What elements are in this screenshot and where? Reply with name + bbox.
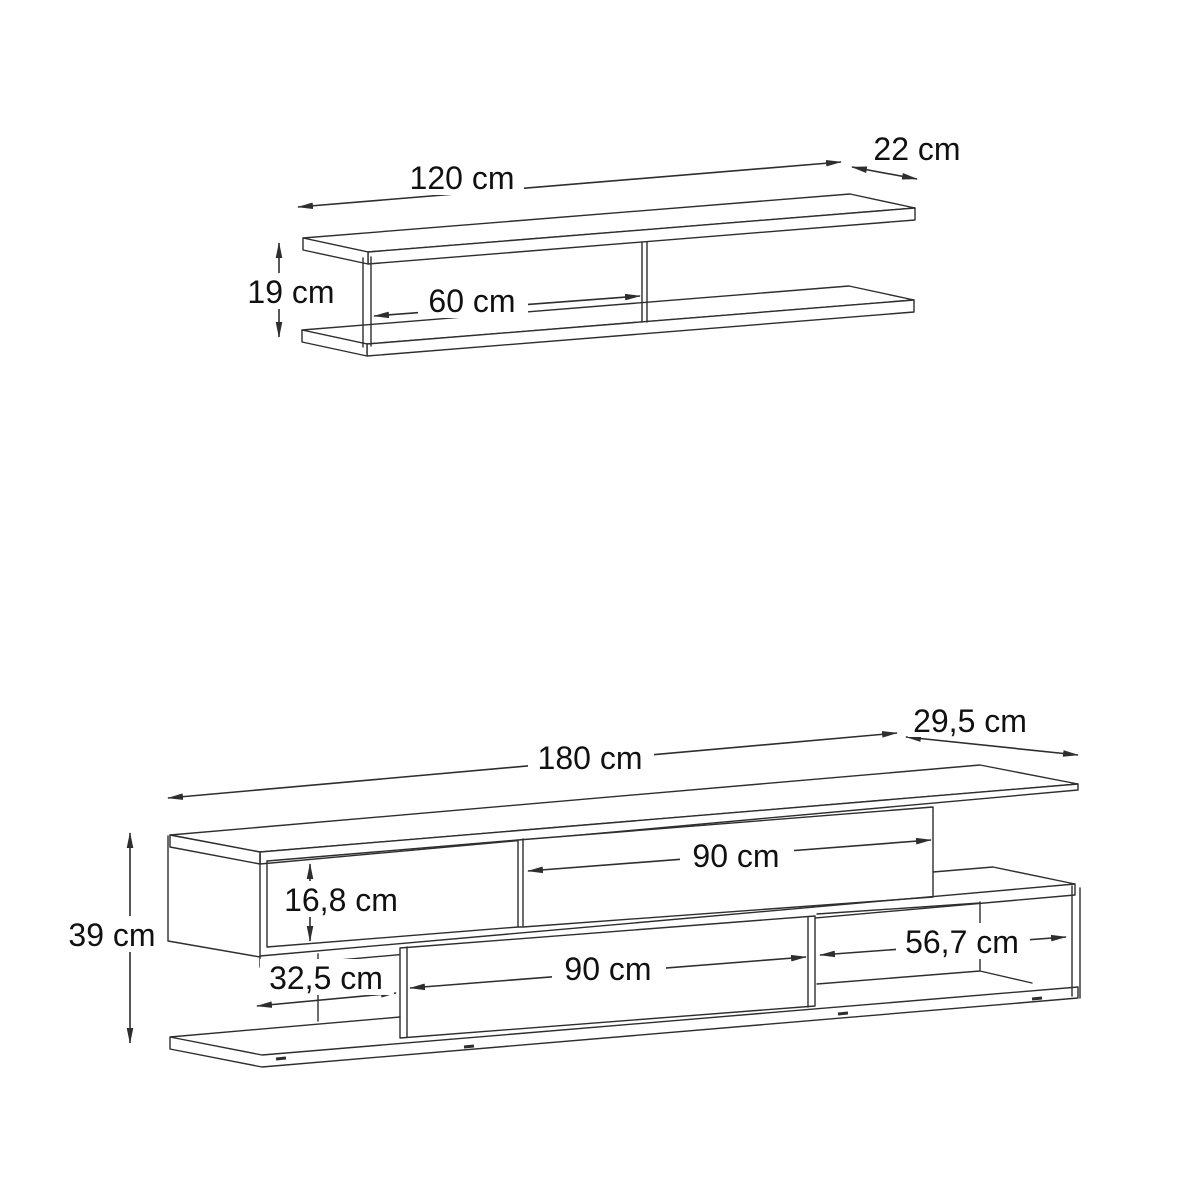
dim-tv-left-opening-width <box>257 959 396 1006</box>
dim-tv-height <box>58 833 164 1043</box>
dim-tv-depth <box>906 703 1078 755</box>
dim-label-tv-lower-panel-width: 90 cm <box>564 951 652 987</box>
tv-stand-drawing <box>58 703 1080 1067</box>
dim-label-tv-width: 180 cm <box>537 740 643 776</box>
dim-shelf-height <box>237 243 347 337</box>
dim-label-shelf-width: 120 cm <box>409 160 515 196</box>
dim-tv-upper-opening-height <box>276 864 408 941</box>
dim-label-tv-upper-opening-height: 16,8 cm <box>284 882 398 918</box>
dim-label-shelf-inner-width: 60 cm <box>428 283 516 319</box>
dim-label-tv-left-opening-width: 32,5 cm <box>269 960 383 996</box>
dim-shelf-depth <box>852 131 968 179</box>
dim-label-tv-depth: 29,5 cm <box>913 703 1027 739</box>
wall-shelf-drawing <box>237 131 968 356</box>
dim-shelf-width <box>298 159 841 207</box>
dim-label-shelf-height: 19 cm <box>247 274 335 310</box>
dim-label-tv-upper-panel-width: 90 cm <box>692 838 780 874</box>
dim-tv-right-opening-width <box>820 923 1066 960</box>
dim-label-shelf-depth: 22 cm <box>873 131 961 167</box>
tv-right-side-panel <box>1072 886 1080 998</box>
dim-label-tv-height: 39 cm <box>68 917 156 953</box>
dim-label-tv-right-opening-width: 56,7 cm <box>905 924 1019 960</box>
